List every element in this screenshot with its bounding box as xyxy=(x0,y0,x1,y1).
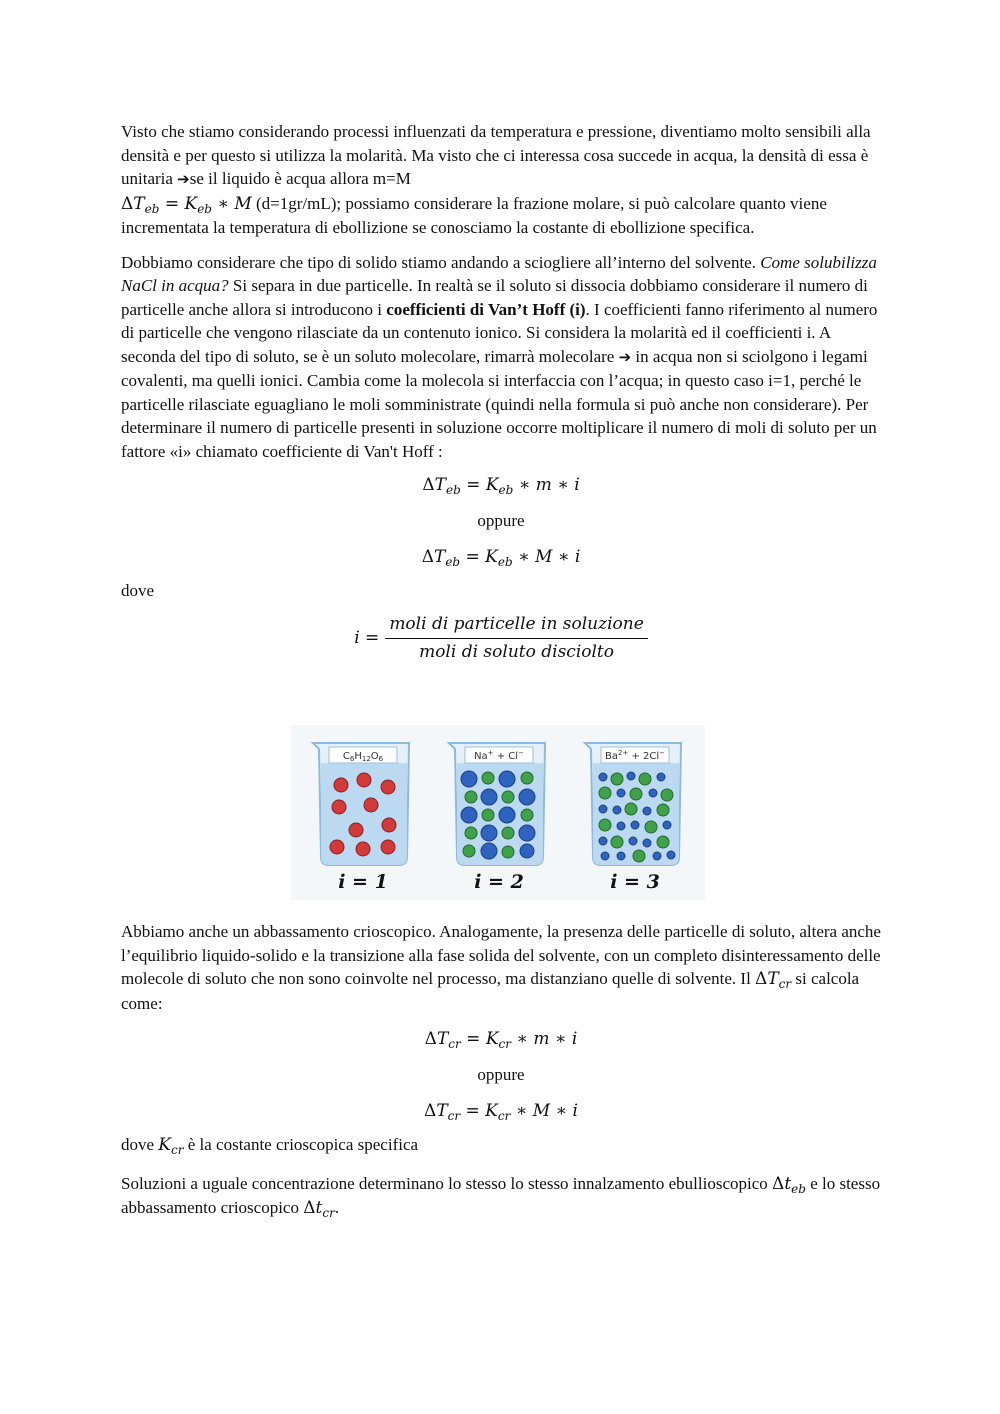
equation-i-fraction xyxy=(121,613,881,665)
paragraph-molarity xyxy=(121,120,881,240)
document-body-lower xyxy=(121,920,881,1221)
text: è la costante crioscopica specifica xyxy=(183,1135,419,1154)
fraction-numerator: moli di particelle in soluzione xyxy=(385,613,647,640)
fraction xyxy=(385,613,647,665)
beaker-3-label: $Ba^{2+} + 2Cl^-$ xyxy=(604,749,666,762)
equation-tcr-molality: $\Delta T_{cr} = K_{cr}$ ∗ m ∗ i xyxy=(424,1029,578,1051)
equation-teb-molarity: $\Delta T_{eb} = K_{eb}$ ∗ M ∗ i xyxy=(421,547,581,569)
beakers-figure xyxy=(291,725,705,900)
paragraph-kcr xyxy=(121,1133,881,1158)
text: Visto che stiamo considerando processi influenzati da temperatura e pressione, diventiamo molto sensibili alla densità e per questo si utilizza la molarità. Ma visto che ci interessa cosa succede in acqua, la densità di essa è unitaria xyxy=(121,122,871,188)
text: Abbiamo anche un abbassamento crioscopico. Analogamente, la presenza delle particelle di soluto, altera anche l’equilibrio liquido-solido e la transizione alla fase solida del solvente, con un completo disinteressamento delle molecole di soluto che non sono coinvolte nel processo, ma distanziano quelle di solvente. Il xyxy=(121,922,881,988)
text: . I coefficienti fanno riferimento al numero di particelle che vengono rilasciate da un contenuto ionico. Si considera la molarità ed il coefficienti i. A seconda del tipo di soluto, se è un soluto molecolare, rimarrà molecolare xyxy=(121,299,878,366)
fraction-denominator: moli di soluto disciolto xyxy=(419,642,614,662)
fraction-lhs: i = xyxy=(354,627,380,648)
text: in acqua non si sciolgono i legami covalenti, ma quelli ionici. Cambia come la molecola si interfaccia con l’acqua; in questo caso i=1, perché le particelle rilasciate eguagliano le moli somministrate (quindi nella formula si può anche non considerare). Per determinare il numero di particelle presenti in soluzione occorre moltiplicare il numero di moli di soluto per un fattore «i» chiamato coefficiente di Van't Hoff : xyxy=(121,346,877,461)
paragraph-conclusion xyxy=(121,1172,881,1221)
beaker-1-i: i = 1 xyxy=(338,871,388,893)
equation-tcr-molarity: $\Delta T_{cr} = K_{cr}$ ∗ M ∗ i xyxy=(424,1101,578,1123)
bold-term: coefficienti di Van’t Hoff (i) xyxy=(386,299,586,319)
beaker-1-label: $C_6H_{12}O_6$ xyxy=(342,751,384,763)
paragraph-vant-hoff xyxy=(121,251,881,464)
beaker-3-i: i = 3 xyxy=(610,871,660,893)
formula-delta-teb-small: $\Delta t_{eb}$ xyxy=(772,1173,806,1196)
oppure-label: oppure xyxy=(477,511,525,530)
beaker-2-label: Na+ + Cl− xyxy=(474,749,524,762)
text: dove xyxy=(121,1135,155,1154)
text: se il liquido è acqua allora m=M xyxy=(189,169,411,188)
equation-teb-molality: $\Delta T_{eb} = K_{eb}$ ∗ m ∗ i xyxy=(422,475,580,497)
beaker-2-i: i = 2 xyxy=(474,871,524,893)
text: Soluzioni a uguale concentrazione determinano lo stesso lo stesso innalzamento ebullioscopico xyxy=(121,1173,773,1193)
text: Si separa in due particelle. In realtà se il soluto si dissocia dobbiamo considerare il numero di particelle anche allora si introducono i xyxy=(121,276,868,319)
formula-delta-teb: $\Delta T_{eb} = K_{eb}$ ∗ M xyxy=(121,193,252,216)
oppure-label-2: oppure xyxy=(477,1065,525,1084)
text: e lo stesso abbassamento crioscopico xyxy=(121,1173,881,1217)
text: si calcola come: xyxy=(121,969,860,1013)
arrow-icon: ➔ xyxy=(177,170,190,188)
text: . xyxy=(334,1198,340,1217)
formula-kcr: $K_{cr}$ xyxy=(158,1135,184,1157)
paragraph-crioscopic xyxy=(121,920,881,1015)
dove-label: dove xyxy=(121,581,155,600)
formula-delta-tcr-small: $\Delta t_{cr}$ xyxy=(303,1198,335,1220)
formula-delta-tcr: $\Delta T_{cr}$ xyxy=(755,969,792,991)
text: (d=1gr/mL); possiamo considerare la frazione molare, si può calcolare quanto viene incrementata la temperatura di ebollizione se conosciamo la costante di ebollizione specifica. xyxy=(121,193,827,237)
document-body xyxy=(121,120,881,675)
arrow-icon: ➔ xyxy=(618,347,632,366)
italic-question: Come solubilizza NaCl in acqua? xyxy=(121,252,877,295)
text: Dobbiamo considerare che tipo di solido stiamo andando a sciogliere all’interno del solvente. xyxy=(121,252,761,272)
